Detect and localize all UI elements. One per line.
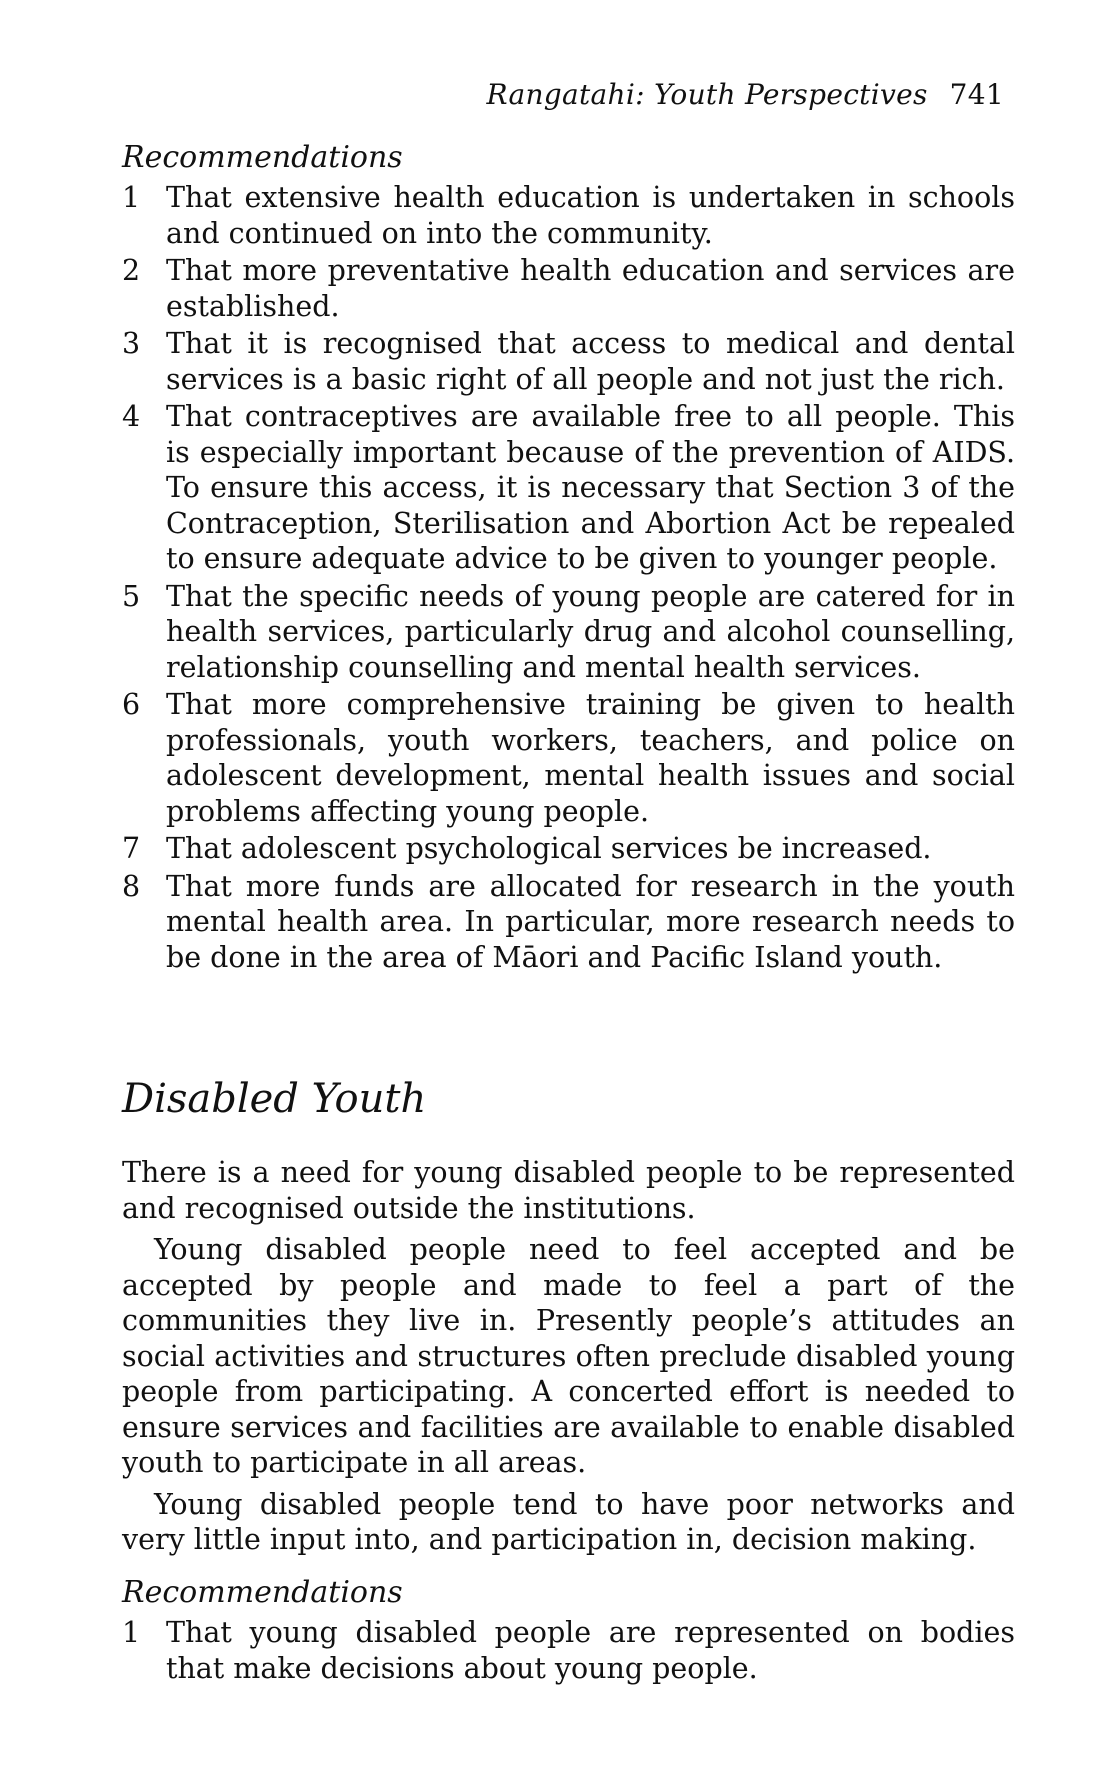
item-number: 2: [122, 254, 141, 287]
section-heading: Disabled Youth: [122, 1076, 427, 1122]
item-number: 4: [122, 400, 141, 433]
recommendations-section-1: [122, 140, 1015, 977]
list-item: [122, 326, 1015, 397]
section-label: Recommendations: [122, 140, 403, 175]
paragraph: Young disabled people need to feel accepted and be accepted by people and made to feel a part of the communities they live in. Presently people’s attitudes an social activities and structures often preclude disabled young people from participating. A concerted effort is needed to ensure services and facilities are available to enable disabled youth to participate in all areas.: [122, 1233, 1015, 1479]
item-text: That extensive health education is undertaken in schools and continued on into the community.: [166, 181, 1015, 250]
item-text: That more funds are allocated for research in the youth mental health area. In particular, more research needs to be done in the area of Māori and Pacific Island youth.: [166, 869, 1015, 974]
item-text: That it is recognised that access to medical and dental services is a basic right of all people and not just the rich.: [166, 327, 1015, 396]
recommendations-list: [122, 1615, 1015, 1686]
item-text: That more comprehensive training be given to health professionals, youth workers, teachers, and police on adolescent development, mental health issues and social problems affecting young people.: [166, 688, 1015, 828]
list-item: [122, 399, 1015, 577]
item-number: 3: [122, 327, 141, 360]
list-item: [122, 253, 1015, 324]
item-text: That contraceptives are available free to all people. This is especially important because of the prevention of AIDS. To ensure this access, it is necessary that Section 3 of the Contraception, Sterilisation and Abortion Act be repealed to ensure adequate advice to be given to younger people.: [166, 400, 1015, 575]
item-text: That young disabled people are represented on bodies that make decisions about young people.: [166, 1616, 1015, 1685]
list-item: [122, 687, 1015, 829]
item-text: That adolescent psychological services be increased.: [166, 832, 932, 865]
item-number: 1: [122, 181, 141, 214]
recommendations-list: [122, 180, 1015, 975]
item-text: That more preventative health education and services are established.: [166, 254, 1015, 323]
paragraph: There is a need for young disabled people to be represented and recognised outside the institutions.: [122, 1156, 1015, 1225]
list-item: [122, 180, 1015, 251]
item-number: 5: [122, 579, 141, 613]
recommendations-section-2: [122, 1575, 1015, 1688]
item-number: 8: [122, 869, 141, 903]
list-item: [122, 831, 1015, 867]
item-number: 1: [122, 1616, 141, 1649]
item-text: That the specific needs of young people are catered for in health services, particularly drug and alcohol counselling, relationship counselling and mental health services.: [166, 579, 1015, 684]
running-title: Rangatahi: Youth Perspectives: [486, 78, 928, 111]
section-label: Recommendations: [122, 1575, 403, 1610]
disabled-youth-section: [122, 1075, 1015, 1123]
item-number: 7: [122, 832, 141, 865]
paragraph: Young disabled people tend to have poor networks and very little input into, and participation in, decision making.: [122, 1487, 1015, 1556]
page-number: 741: [949, 78, 1004, 111]
list-item: [122, 869, 1015, 976]
disabled-youth-body: [122, 1155, 1015, 1558]
item-number: 6: [122, 688, 141, 721]
list-item: [122, 1615, 1015, 1686]
running-head: [486, 78, 1004, 111]
list-item: [122, 579, 1015, 686]
